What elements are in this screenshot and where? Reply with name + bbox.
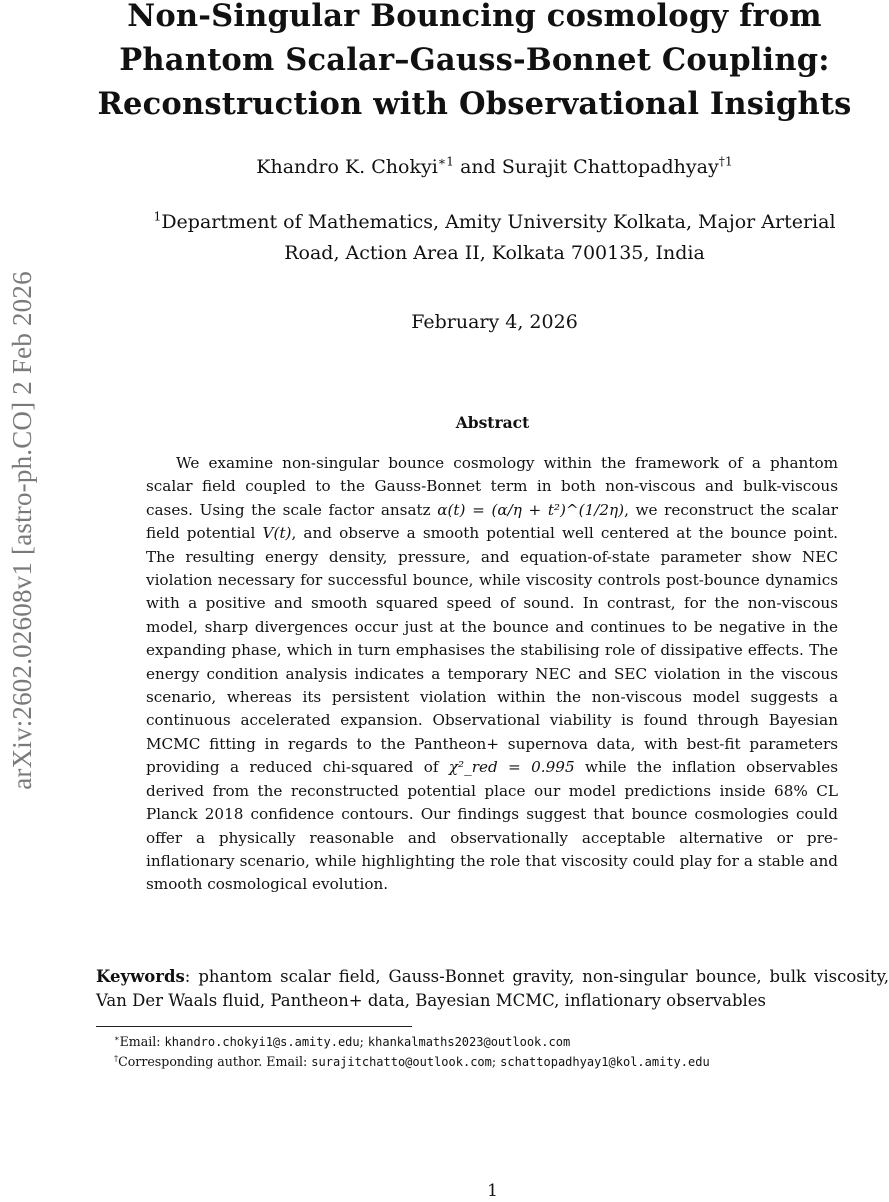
author-name: Khandro K. Chokyi — [256, 156, 438, 178]
email-link[interactable]: surajitchatto@outlook.com — [311, 1055, 492, 1069]
footnote-separator: ; — [359, 1034, 364, 1049]
footnote-item — [114, 1052, 889, 1072]
arxiv-identifier-stamp — [2, 185, 42, 875]
abstract-text: , we reconstruct the scalar field potential — [146, 500, 839, 543]
affiliation-text: Department of Mathematics, Amity University Kolkata, Major Arterial — [161, 211, 836, 233]
title-line-2: Phantom Scalar–Gauss-Bonnet Coupling: — [119, 42, 830, 78]
affiliation-mark: 1 — [153, 209, 162, 224]
abstract-text: while the inflation observables derived from the reconstructed potential place our model predictions inside 68% CL Planck 2018 confidence contours. Our findings suggest that bounce cosmologies could offer a physically reasonable and observationally acceptable alternative or pre-inflationary scenario, while highlighting the role that viscosity could play for a stable and smooth cosmological evolution. — [146, 758, 839, 894]
author-conjunction: and — [460, 156, 496, 178]
footnote-label: Email: — [119, 1034, 161, 1049]
arxiv-identifier: arXiv:2602.02608v1 [astro-ph.CO] 2 Feb 2026 — [6, 270, 37, 790]
email-link[interactable]: schattopadhyay1@kol.amity.edu — [500, 1055, 710, 1069]
title-line-3: Reconstruction with Observational Insights — [97, 86, 852, 122]
chi-squared-value: χ²_red = 0.995 — [448, 758, 575, 777]
abstract-body — [146, 452, 838, 897]
footnote-mark: † — [114, 1052, 119, 1063]
footnote-separator: ; — [491, 1054, 497, 1069]
abstract-text: , and observe a smooth potential well centered at the bounce point. The resulting energy density, pressure, and equation-of-state parameter show NEC violation necessary for successful bounce, while viscosity controls post-bounce dynamics with a positive and smooth squared speed of sound. In contrast, for the non-viscous model, sharp divergences occur just at the bounce and continues to be negative in the expanding phase, which in turn emphasises the stabilising role of dissipative effects. The energy condition analysis indicates a temporary NEC and SEC violation in the viscous scenario, whereas its persistent violation within the non-viscous model suggests a continuous accelerated expansion. Observational viability is found through Bayesian MCMC fitting in regards to the Pantheon+ supernova data, with best-fit parameters providing a reduced chi-squared of — [146, 524, 839, 777]
email-link[interactable]: khankalmaths2023@outlook.com — [367, 1035, 571, 1049]
footnotes — [114, 1032, 889, 1072]
affiliation-line — [100, 207, 889, 238]
potential-symbol: V(t) — [262, 524, 292, 543]
paper-date: February 4, 2026 — [411, 311, 578, 333]
title-line-1: Non-Singular Bouncing cosmology from — [127, 0, 822, 34]
keywords-label: Keywords — [96, 967, 185, 986]
keywords — [96, 965, 889, 1013]
email-link[interactable]: khandro.chokyi1@s.amity.edu — [164, 1035, 360, 1049]
affiliation-line: Road, Action Area II, Kolkata 700135, India — [284, 242, 705, 264]
abstract-text: We examine non-singular bounce cosmology within the framework of a phantom scalar field coupled to the Gauss-Bonnet term in both non-viscous and bulk-viscous cases. Using the scale factor ansatz — [146, 454, 838, 519]
footnote-mark: ∗ — [114, 1032, 120, 1043]
author-list — [100, 155, 889, 179]
abstract-heading: Abstract — [455, 413, 530, 432]
affiliation — [100, 207, 889, 269]
page-number: 1 — [487, 1181, 498, 1201]
keywords-text: : phantom scalar field, Gauss-Bonnet gravity, non-singular bounce, bulk viscosity, Van Der Waals fluid, Pantheon+ data, Bayesian MCMC, inflationary observables — [96, 967, 889, 1010]
author-footnote-mark: ∗1 — [437, 154, 455, 169]
footnote-divider — [96, 1026, 412, 1027]
footnote-item — [114, 1032, 889, 1052]
paper-title — [60, 0, 889, 126]
scale-factor-formula: α(t) = (α/η + t²)^(1/2η) — [437, 500, 625, 519]
footnote-label: Corresponding author. Email: — [118, 1054, 308, 1069]
author-footnote-mark: †1 — [718, 154, 733, 169]
author-name: Surajit Chattopadhyay — [501, 156, 719, 178]
